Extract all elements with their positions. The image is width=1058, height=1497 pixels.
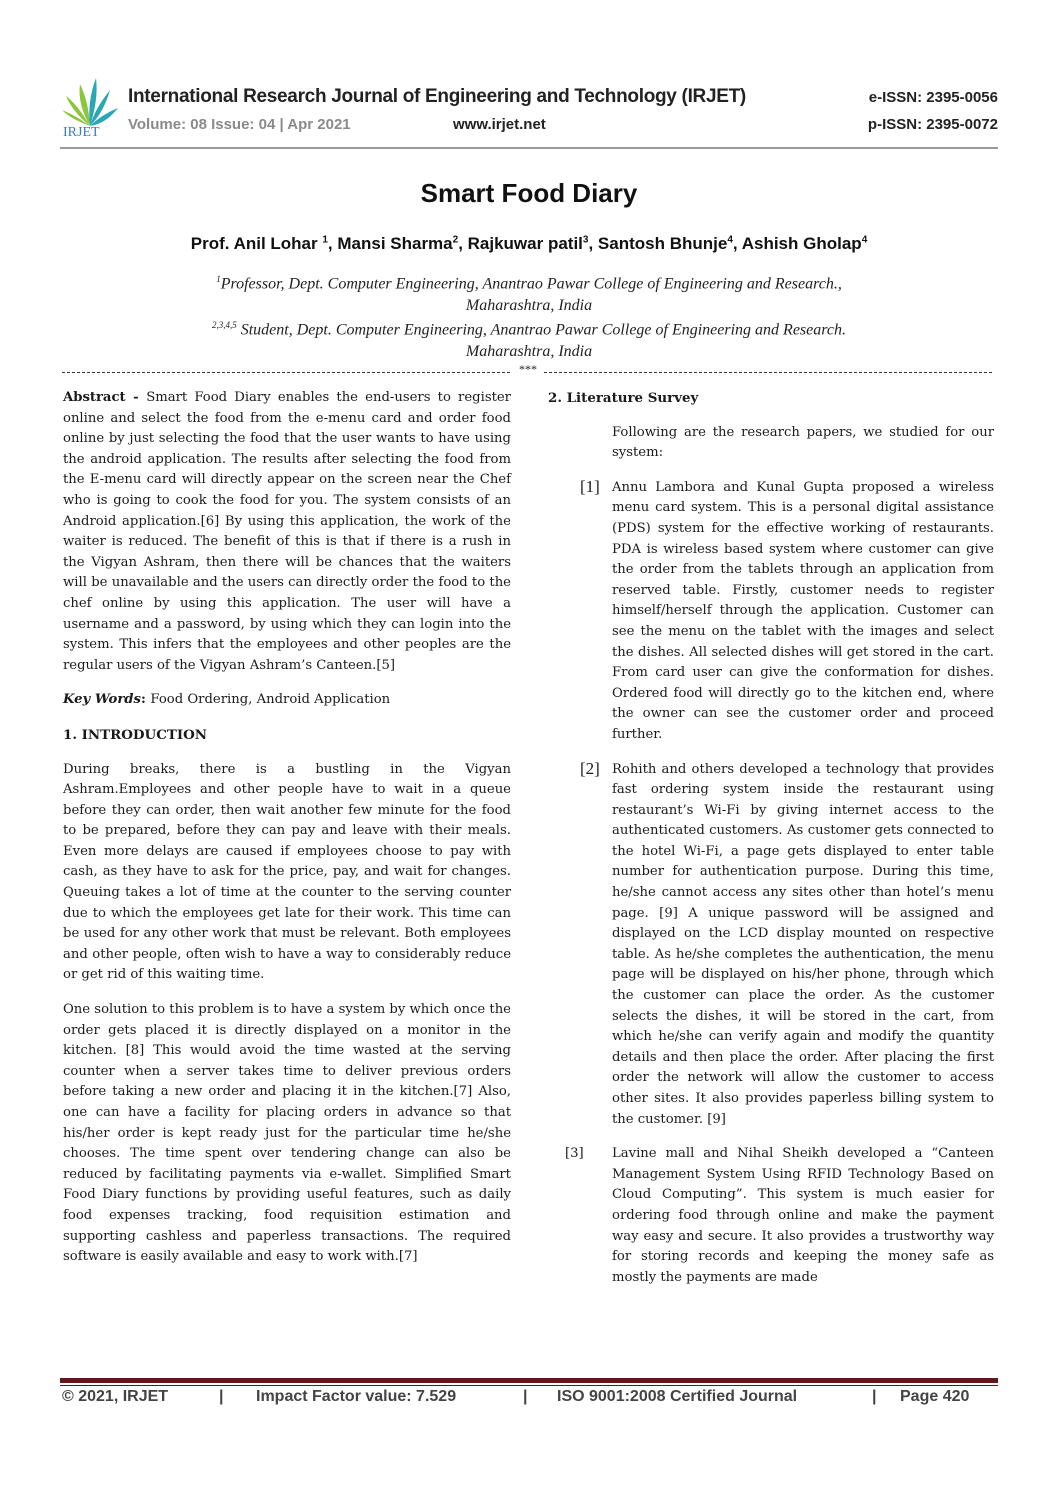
reference-text: Annu Lambora and Kunal Gupta proposed a wireless menu card system. This is a personal digital assistance (PDS) system for the effective working of restaurants. PDA is wireless based system where customer can give the order from the tablets through an application from reserved table. Firstly, customer needs to register himself/herself through the application. Customer can see the menu on the tablet with the images and select the dishes. All selected dishes will get stored in the cart. From card user can give the conformation for dishes. Ordered food will directly go to the kitchen end, where the owner can see the customer order and proceed further.: [612, 479, 994, 742]
reference-number: [2]: [580, 758, 600, 778]
dashed-rule: [62, 372, 510, 373]
section-separator: [62, 364, 992, 378]
right-column: [548, 388, 994, 1288]
p-issn: p-ISSN: 2395-0072: [867, 116, 998, 133]
reference-text: Rohith and others developed a technology that provides fast ordering system inside the restaurant using restaurant’s Wi-Fi by giving internet access to the authenticated customers. As customer gets connected to the hotel Wi-Fi, a page gets displayed to enter table number for authentication purpose. During this time, he/she cannot access any sites other than hotel’s menu page. [9] A unique password will be assigned and displayed on the LCD display mounted on respective table. As he/she completes the authentication, the menu page will be displayed on his/her phone, through which the customer can place the order. As the customer selects the dishes, it will be stored in the cart, from which he/she can verify again and modify the quantity details and then place the order. After placing the first order the network will allow the customer to access other sites. It also provides paperless billing system to the customer. [9]: [612, 761, 994, 1127]
affiliation-sup: 2,3,4,5: [211, 320, 237, 330]
left-column: [63, 388, 511, 1282]
introduction-paragraph-1: During breaks, there is a bustling in the Vigyan Ashram.Employees and other people have to wait in a queue before they can order, then wait another few minute for the food to be prepared, before they can pay and leave with their meals. Even more delays are caused if employees choose to pay with cash, as they have to ask for the price, pay, and wait for changes. Queuing takes a lot of time at the counter to the serving counter due to which the employees get late for their work. This time can be used for any other work that must be relevant. Both employees and other people, often wish to have a way to considerably reduce or get rid of this waiting time.: [63, 761, 511, 983]
author-sup: 2: [452, 234, 459, 246]
author-sup: 3: [582, 234, 589, 246]
keywords-label: Key Words: [63, 692, 141, 708]
affiliation-1: [0, 274, 1058, 293]
footer-pipe: |: [219, 1388, 224, 1405]
author-list: Prof. Anil Lohar $^1$, Mansi Sharma$^2$, Rajkuwar patil$^3$, Santosh Bhunje$^4$, Ashish Gholap$^4$: [190, 234, 868, 253]
author-sup: 4: [727, 234, 733, 246]
reference-item: [548, 760, 994, 1131]
e-issn: e-ISSN: 2395-0056: [868, 89, 998, 106]
keywords: [63, 690, 511, 711]
header-divider: [60, 147, 998, 149]
affiliation-text: Student, Dept. Computer Engineering, Anantrao Pawar College of Engineering and Research.: [236, 321, 846, 339]
affiliation-2: [0, 320, 1058, 339]
abstract-label: Abstract -: [63, 390, 147, 405]
affiliation-1-location: Maharashtra, India: [465, 297, 593, 314]
affiliation-sup: 1: [216, 274, 221, 284]
affiliation-text: Professor, Dept. Computer Engineering, Anantrao Pawar College of Engineering and Research.,: [220, 275, 842, 293]
paper-title: Smart Food Diary: [420, 178, 638, 208]
journal-title: International Research Journal of Engineering and Technology (IRJET): [128, 86, 746, 107]
author-name: Mansi Sharma: [337, 234, 453, 253]
keywords-text: Food Ordering, Android Application: [150, 692, 391, 708]
keywords-colon: :: [140, 692, 151, 708]
volume-issue: Volume: 08 Issue: 04 | Apr 2021: [128, 116, 351, 133]
author-name: Rajkuwar patil: [467, 234, 583, 253]
literature-intro: Following are the research papers, we studied for our system:: [612, 424, 994, 461]
reference-text: Lavine mall and Nihal Sheikh developed a “Canteen Management System Using RFID Technology Based on Cloud Computing”. This system is much easier for ordering food through online and make the payment way easy and secure. It also provides a trustworthy way for storing records and keeping the money safe as mostly the payments are made: [612, 1146, 994, 1285]
author-name: Santosh Bhunje: [597, 234, 728, 253]
page-number: Page 420: [900, 1388, 970, 1405]
introduction-heading: 1. INTRODUCTION: [63, 726, 207, 743]
abstract-text: Smart Food Diary enables the end-users to register online and select the food from the e-menu card and order food online by just selecting the food that the user wants to have using the android application. The results after selecting the food from the E-menu card will directly appear on the screen near the Chef who is going to cook the food for you. The system consists of an Android application.[6] By using this application, the work of the waiter is reduced. The benefit of this is that if there is a rush in the Vigyan Ashram, then there will be chances that the waiters will be unavailable and the users can directly order the food to the chef online by using this application. The user will have a username and a password, by using which they can login into the system. This infers that the employees and other peoples are the regular users of the Vigyan Ashram’s Canteen.[5]: [63, 390, 511, 673]
abstract: [63, 388, 511, 676]
author-sup: 1: [322, 234, 328, 246]
literature-survey-heading: 2. Literature Survey: [548, 390, 699, 406]
dashed-rule: [544, 372, 992, 373]
copyright: © 2021, IRJET: [62, 1388, 169, 1405]
footer-rule: [60, 1385, 998, 1386]
impact-factor: Impact Factor value: 7.529: [256, 1388, 457, 1405]
leaf-logo-icon: [60, 76, 120, 128]
footer-pipe: |: [523, 1388, 528, 1405]
irjet-logo: [60, 76, 120, 142]
separator-stars: ***: [519, 362, 537, 376]
reference-item: [548, 1144, 994, 1288]
footer-pipe: |: [872, 1388, 877, 1405]
reference-number: [3]: [565, 1146, 584, 1162]
footer-bar: [60, 1378, 998, 1383]
journal-website: www.irjet.net: [453, 116, 546, 133]
reference-item: [548, 478, 994, 746]
author-sup: 4: [861, 234, 868, 246]
page-footer: [60, 1388, 998, 1414]
introduction-paragraph-2: One solution to this problem is to have a system by which once the order gets placed it is directly displayed on a monitor in the kitchen. [8] This would avoid the time wasted at the serving counter when a server takes time to deliver previous orders before taking a new order and placing it in the kitchen.[7] Also, one can have a facility for placing orders in advance so that his/her order is kept ready just for the particular time he/she chooses. The time spent over tendering change can also be reduced by facilitating payments via e-wallet. Simplified Smart Food Diary functions by providing useful features, such as daily food expenses tracking, food requisition estimation and supporting cashless and paperless transactions. The required software is easily available and easy to work with.[7]: [63, 1002, 511, 1265]
iso-certification: ISO 9001:2008 Certified Journal: [557, 1388, 798, 1405]
author-name: Ashish Gholap: [741, 234, 862, 253]
logo-text: IRJET: [63, 125, 100, 140]
journal-header: [60, 76, 1000, 146]
affiliation-2-location: Maharashtra, India: [465, 343, 593, 360]
reference-number: [1]: [580, 476, 600, 496]
author-name: Prof. Anil Lohar: [190, 234, 323, 253]
